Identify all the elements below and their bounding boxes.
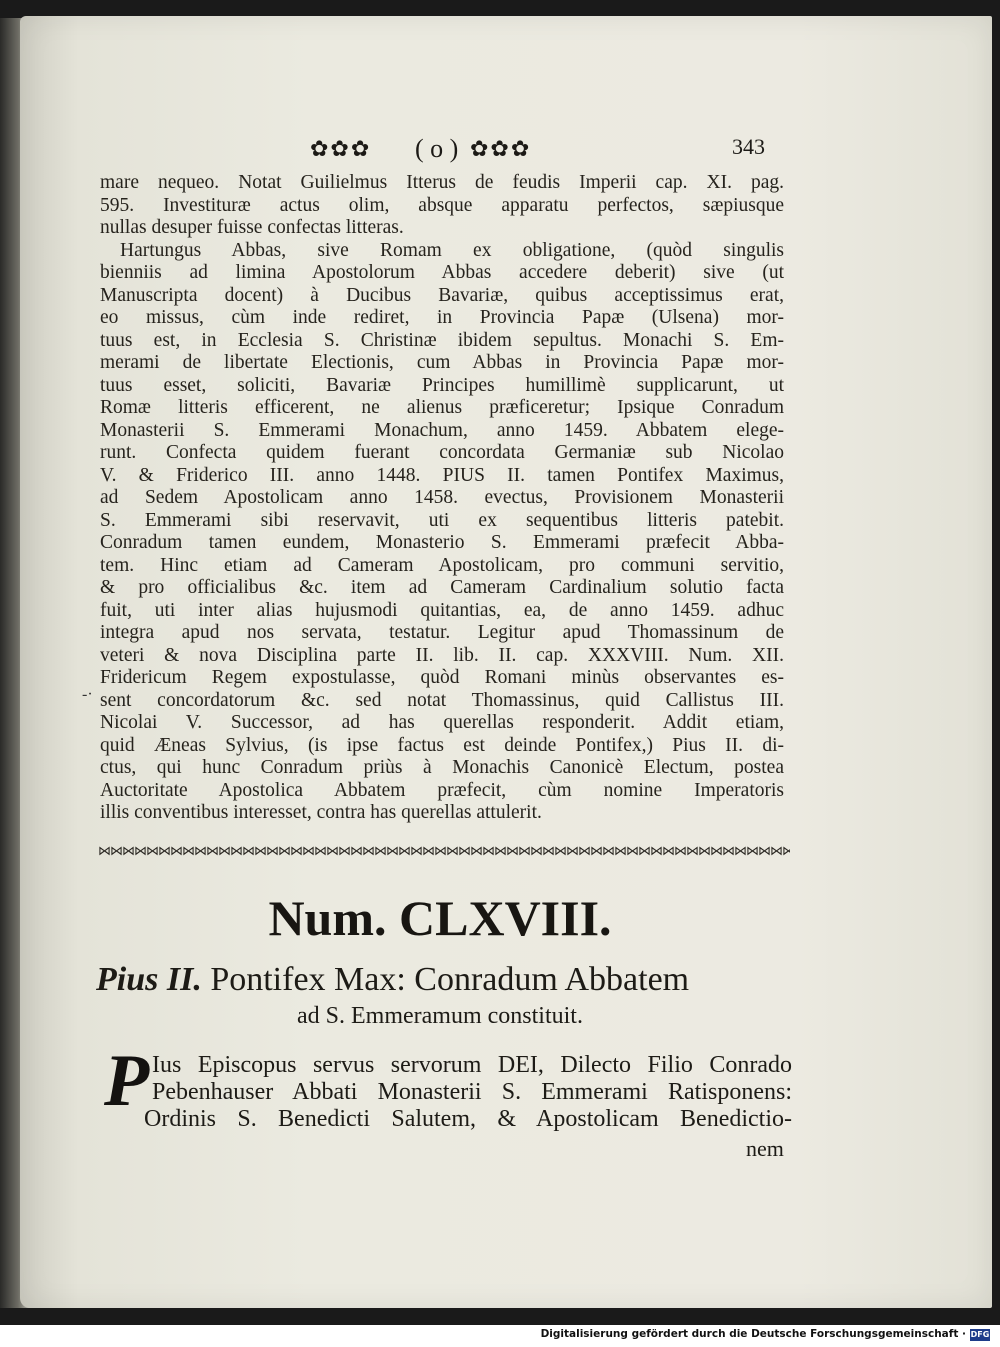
text-line: Fridericum Regem expostulasse, quòd Romani minùs observantes es- xyxy=(100,667,784,688)
text-line: quid Æneas Sylvius, (is ipse factus est deinde Pontifex,) Pius II. di- xyxy=(100,734,784,756)
letter-line: Ordinis S. Benedicti Salutem, & Apostolicam Benedictio- xyxy=(144,1106,792,1132)
text-line: ad Sedem Apostolicam anno 1458. evectus, Provisionem Monasterii xyxy=(100,487,784,508)
text-line: ctus, qui hunc Conradum priùs à Monachis Canonicè Electum, postea xyxy=(100,757,784,778)
text-line: Conradum tamen eundem, Monasterio S. Emmerami præfecit Abba- xyxy=(100,532,784,553)
text-line: Manuscripta docent) à Ducibus Bavariæ, quibus acceptissimus erat, xyxy=(100,284,784,306)
text-line: bienniis ad limina Apostolorum Abbas accedere deberit) sive (ut xyxy=(100,262,784,283)
letter-line: Ius Episcopus servus servorum DEI, Dilecto Filio Conrado xyxy=(152,1052,792,1078)
text-line: integra apud nos servata, testatur. Legitur apud Thomassinum de xyxy=(100,622,784,643)
text-line: V. & Friderico III. anno 1448. PIUS II. tamen Pontifex Maximus, xyxy=(100,464,784,486)
document-subtitle: ad S. Emmeramum constituit. xyxy=(297,1003,583,1029)
text-line: Romæ litteris efficerent, ne alienus præficeretur; Ipsique Conradum xyxy=(100,397,784,418)
text-line: Nicolai V. Successor, ad has querellas responderit. Addit etiam, xyxy=(100,712,784,733)
text-line: nullas desuper fuisse confectas litteras. xyxy=(100,217,404,238)
text-line: S. Emmerami sibi reservavit, uti ex sequentibus litteris patebit. xyxy=(100,509,784,531)
text-line: Hartungus Abbas, sive Romam ex obligatione, (quòd singulis xyxy=(120,239,784,261)
text-line: Monasterii S. Emmerami Monachum, anno 1459. Abbatem elege- xyxy=(100,419,784,441)
book-page xyxy=(20,16,992,1308)
dfg-logo: DFG xyxy=(970,1330,990,1339)
text-line: fuit, uti inter alias hujusmodi quitantias, ea, de anno 1459. adhuc xyxy=(100,599,784,621)
text-line: runt. Confecta quidem fuerant concordata Germaniæ sub Nicolao xyxy=(100,442,784,463)
letter-text xyxy=(144,1052,792,1133)
drop-cap: P xyxy=(104,1040,150,1122)
text-line: 595. Investituræ actus olim, absque apparatu perfectos, sæpiusque xyxy=(100,194,784,216)
letter-line: Pebenhauser Abbati Monasterii S. Emmerami Ratisponens: xyxy=(152,1079,792,1105)
text-line: eo missus, cùm inde rediret, in Provincia Papæ (Ulsena) mor- xyxy=(100,307,784,328)
header-paren-mark: ( o ) xyxy=(415,134,459,163)
text-line: veteri & nova Disciplina parte II. lib. II. cap. XXXVIII. Num. XII. xyxy=(100,644,784,666)
running-header xyxy=(20,136,992,170)
margin-mark: -· xyxy=(82,686,93,703)
document-number: Num. CLXVIII. xyxy=(268,890,612,946)
text-line: tuus est, in Ecclesia S. Christinæ ibidem sepultus. Monachi S. Em- xyxy=(100,329,784,351)
page-number: 343 xyxy=(732,134,765,159)
ornament-right: ✿✿✿ xyxy=(470,136,532,161)
text-line: sent concordatorum &c. sed notat Thomassinus, quid Callistus III. xyxy=(100,689,784,711)
text-line: & pro officialibus &c. item ad Cameram Cardinalium solutio facta xyxy=(100,577,784,598)
ornament-left: ✿✿✿ xyxy=(310,136,372,161)
title-text: Pontifex Max: Conradum Abbatem xyxy=(210,961,690,998)
text-line: tuus esset, soliciti, Bavariæ Principes humillimè supplicarunt, ut xyxy=(100,374,784,396)
letter-end-word: nem xyxy=(746,1136,784,1161)
text-line: merami de libertate Electionis, cum Abbas in Provincia Papæ mor- xyxy=(100,352,784,373)
digitization-credit: Digitalisierung gefördert durch die Deutsche Forschungsgemeinschaft · xyxy=(540,1328,966,1340)
text-line: tem. Hinc etiam ad Cameram Apostolicam, pro communi servitio, xyxy=(100,554,784,576)
document-title xyxy=(96,960,796,1000)
ornamental-rule xyxy=(98,842,790,860)
text-line: illis conventibus interesset, contra has querellas attulerit. xyxy=(100,802,542,823)
title-pope-name: Pius II. xyxy=(96,961,202,998)
text-line: Auctoritate Apostolica Abbatem præfecit, cùm nomine Imperatoris xyxy=(100,779,784,801)
commentary-text xyxy=(100,172,784,825)
text-line: mare nequeo. Notat Guilielmus Itterus de feudis Imperii cap. XI. pag. xyxy=(100,172,784,193)
